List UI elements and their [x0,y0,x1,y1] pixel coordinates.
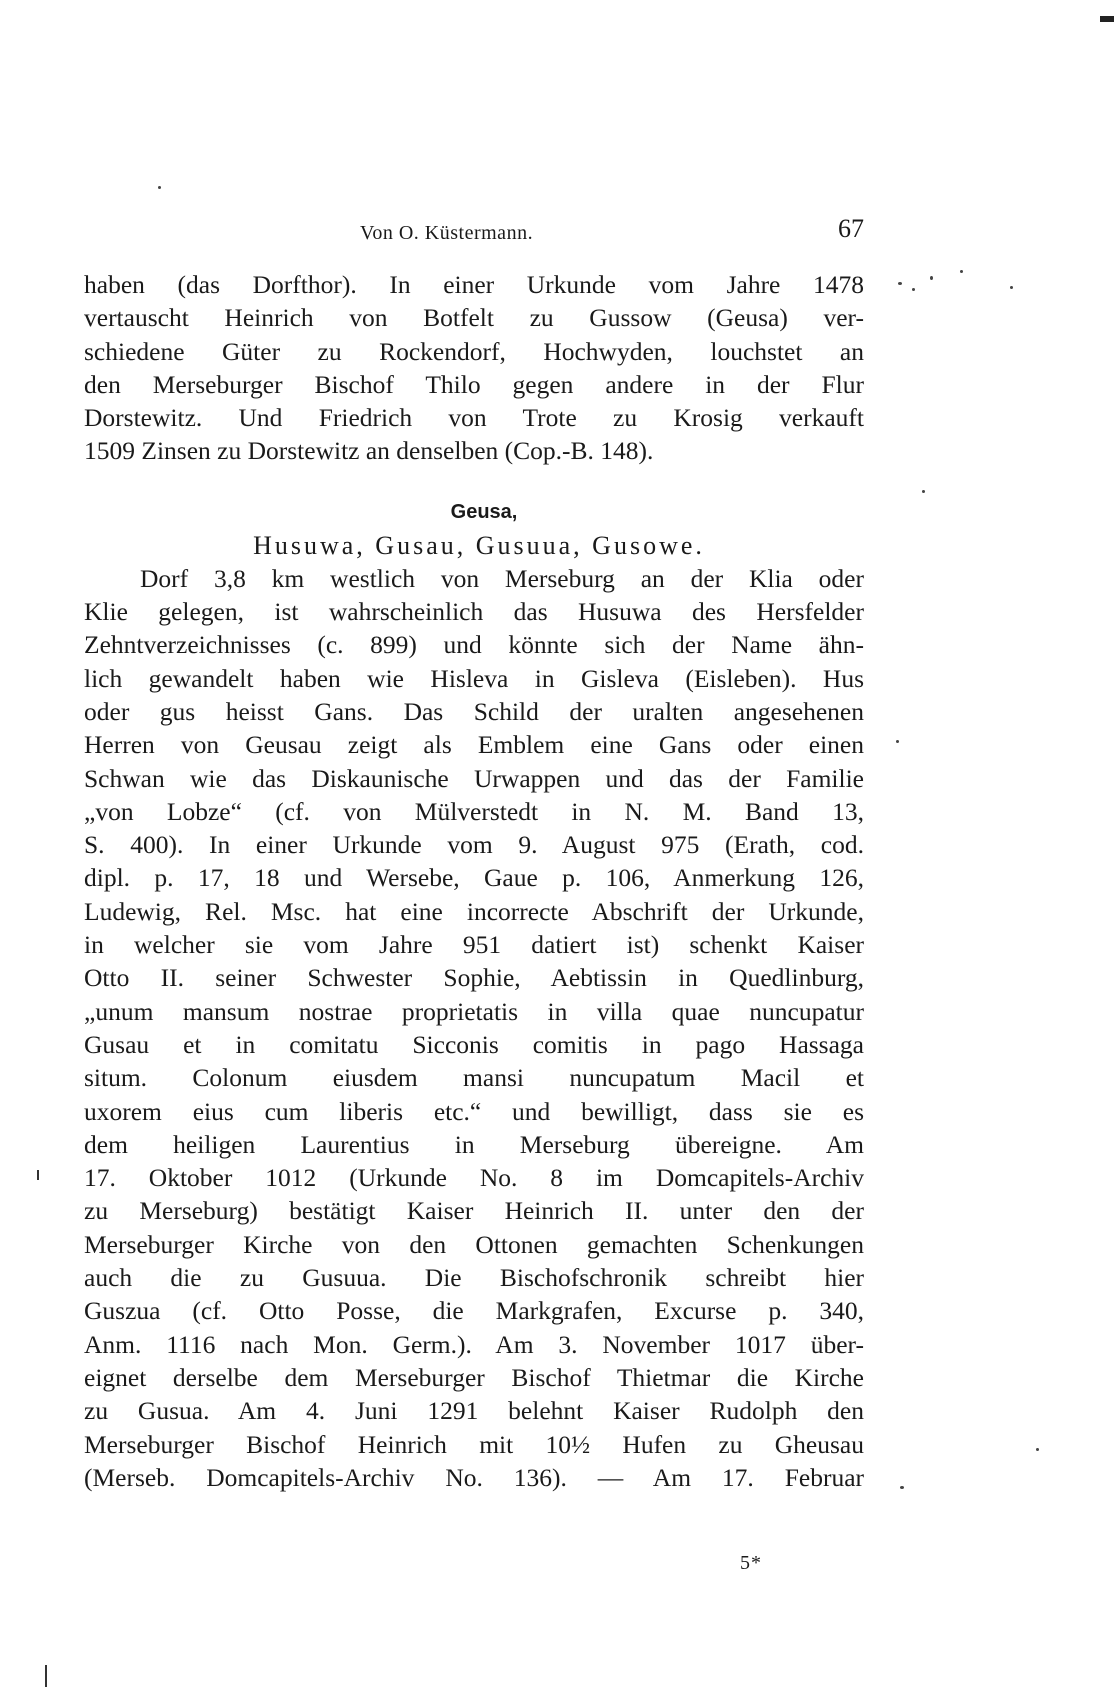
text-line: Klie gelegen, ist wahrscheinlich das Husuwa des Hersfelder [84,597,864,627]
intro-paragraph [84,268,864,468]
scan-speck [898,282,902,285]
section-heading: Geusa, [450,500,518,523]
text-line: zu Gusua. Am 4. Juni 1291 belehnt Kaiser Rudolph den [84,1396,864,1426]
text-line: haben (das Dorfthor). In einer Urkunde vom Jahre 1478 [84,270,864,299]
page-number: 67 [838,214,864,243]
text-line: dipl. p. 17, 18 und Wersebe, Gaue p. 106, Anmerkung 126, [84,863,864,893]
running-title: Von O. Küstermann. [360,222,534,244]
text-line: lich gewandelt haben wie Hisleva in Gisleva (Eisleben). Hus [84,663,864,693]
main-paragraph [84,562,864,1494]
scan-speck [960,270,963,273]
scan-speck [1036,1448,1039,1451]
text-line: „unum mansum nostrae proprietatis in villa quae nuncupatur [84,996,864,1026]
scan-speck [930,276,933,280]
text-line: zu Merseburg) bestätigt Kaiser Heinrich II. unter den der [84,1196,864,1226]
running-header [84,208,864,248]
text-line: Herren von Geusau zeigt als Emblem eine Gans oder einen [84,730,864,760]
text-line: Zehntverzeichnisses (c. 899) und könnte sich der Name ähn- [84,630,864,660]
scan-speck [158,186,161,189]
scan-speck [922,490,925,493]
text-line: Dorf 3,8 km westlich von Merseburg an der Klia oder [140,563,864,593]
text-line: vertauscht Heinrich von Botfelt zu Gussow (Geusa) ver- [84,303,864,333]
text-line: den Merseburger Bischof Thilo gegen andere in der Flur [84,369,864,399]
edge-mark [1100,16,1114,22]
text-line: Merseburger Bischof Heinrich mit 10½ Hufen zu Gheusau [84,1429,864,1459]
text-line: 17. Oktober 1012 (Urkunde No. 8 im Domcapitels-Archiv [84,1163,864,1193]
text-line: Schwan wie das Diskaunische Urwappen und das der Familie [84,763,864,793]
text-line: Merseburger Kirche von den Ottonen gemachten Schenkungen [84,1229,864,1259]
section-alt-names: Husuwa, Gusau, Gusuua, Gusowe. [253,530,705,560]
text-line: auch die zu Gusuua. Die Bischofschronik schreibt hier [84,1263,864,1293]
text-line: Guszua (cf. Otto Posse, die Markgrafen, Excurse p. 340, [84,1296,864,1326]
text-line: Anm. 1116 nach Mon. Germ.). Am 3. November 1017 über- [84,1329,864,1359]
scan-speck [1010,286,1013,289]
body-text [84,268,864,1494]
text-line: Otto II. seiner Schwester Sophie, Aebtissin in Quedlinburg, [84,963,864,993]
text-line: Dorstewitz. Und Friedrich von Trote zu Krosig verkauft [84,403,864,433]
text-line: S. 400). In einer Urkunde vom 9. August 975 (Erath, cod. [84,830,864,860]
scan-speck [896,740,899,743]
scan-speck [900,1486,904,1489]
text-line: dem heiligen Laurentius in Merseburg übereigne. Am [84,1129,864,1159]
text-line: Ludewig, Rel. Msc. hat eine incorrecte Abschrift der Urkunde, [84,896,864,926]
text-line: oder gus heisst Gans. Das Schild der uralten angesehenen [84,696,864,726]
text-line: uxorem eius cum liberis etc.“ und bewilligt, dass sie es [84,1096,864,1126]
signature-mark: 5* [740,1552,762,1574]
margin-tick [37,1170,39,1180]
text-line: situm. Colonum eiusdem mansi nuncupatum Macil et [84,1063,864,1093]
text-line: in welcher sie vom Jahre 951 datiert ist) schenkt Kaiser [84,930,864,960]
margin-tick [45,1665,47,1687]
text-line: 1509 Zinsen zu Dorstewitz an denselben (Cop.-B. 148). [84,436,654,466]
text-line: eignet derselbe dem Merseburger Bischof Thietmar die Kirche [84,1362,864,1392]
text-line: (Merseb. Domcapitels-Archiv No. 136). — Am 17. Februar [84,1462,864,1492]
text-line: schiedene Güter zu Rockendorf, Hochwyden, louchstet an [84,336,864,366]
scan-speck [912,288,915,291]
text-line: Gusau et in comitatu Sicconis comitis in pago Hassaga [84,1029,864,1059]
text-line: „von Lobze“ (cf. von Mülverstedt in N. M. Band 13, [84,796,864,826]
